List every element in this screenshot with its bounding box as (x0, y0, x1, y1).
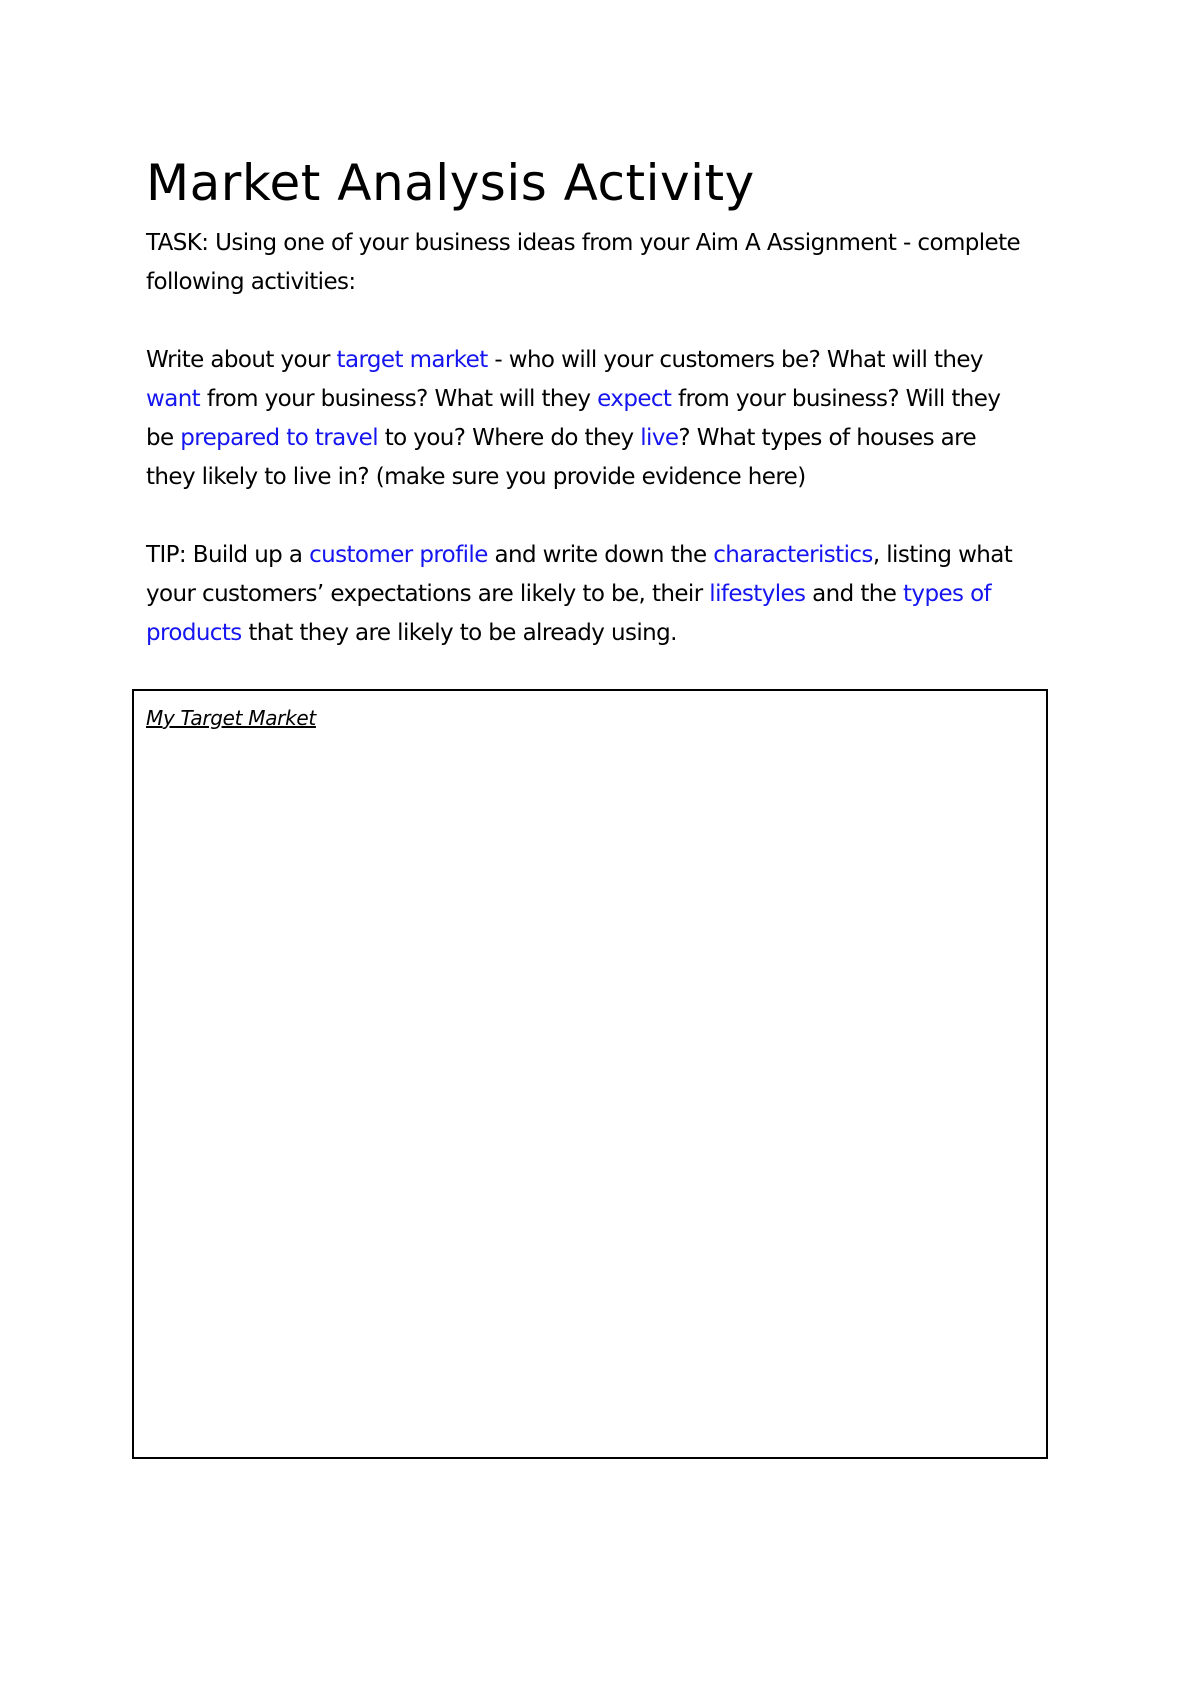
text-segment: - who will your customers be? What will they (487, 347, 983, 373)
tip-line-2 (146, 575, 1086, 614)
keyword-characteristics: characteristics (713, 542, 873, 568)
keyword-customer-profile: customer profile (309, 542, 488, 568)
text-segment: ? What types of houses are (678, 425, 977, 451)
text-segment: that they are likely to be already using. (241, 620, 677, 646)
text-segment: and write down the (487, 542, 714, 568)
text-segment: from your business? What will they (200, 386, 598, 412)
instruction-line-2 (146, 380, 1086, 419)
target-market-instructions (146, 341, 1086, 497)
text-segment: be (146, 425, 181, 451)
page-title: Market Analysis Activity (146, 154, 755, 212)
task-line-1: TASK: Using one of your business ideas from your Aim A Assignment - complete (146, 230, 1021, 256)
text-segment: and the (805, 581, 904, 607)
tip-paragraph (146, 536, 1086, 653)
answer-writing-area[interactable] (146, 743, 1034, 1445)
text-segment: your customers’ expectations are likely to be, their (146, 581, 710, 607)
text-segment: , listing what (872, 542, 1013, 568)
text-segment: to you? Where do they (378, 425, 641, 451)
answer-box-label: My Target Market (146, 706, 316, 730)
task-line-2: following activities: (146, 269, 356, 295)
instruction-line-1 (146, 341, 1086, 380)
text-segment: Write about your (146, 347, 337, 373)
keyword-prepared-to-travel: prepared to travel (180, 425, 378, 451)
keyword-expect: expect (597, 386, 672, 412)
tip-line-3 (146, 614, 1086, 653)
tip-line-1 (146, 536, 1086, 575)
keyword-lifestyles: lifestyles (709, 581, 806, 607)
instruction-line-4: they likely to live in? (make sure you provide evidence here) (146, 464, 806, 490)
keyword-target-market: target market (336, 347, 488, 373)
keyword-types-of: types of (903, 581, 992, 607)
text-segment: TIP: Build up a (146, 542, 310, 568)
text-segment: from your business? Will they (671, 386, 1001, 412)
keyword-live: live (640, 425, 679, 451)
task-paragraph (146, 224, 1086, 302)
instruction-line-3 (146, 419, 1086, 458)
keyword-want: want (146, 386, 201, 412)
target-market-answer-box (132, 689, 1048, 1459)
keyword-products: products (146, 620, 242, 646)
